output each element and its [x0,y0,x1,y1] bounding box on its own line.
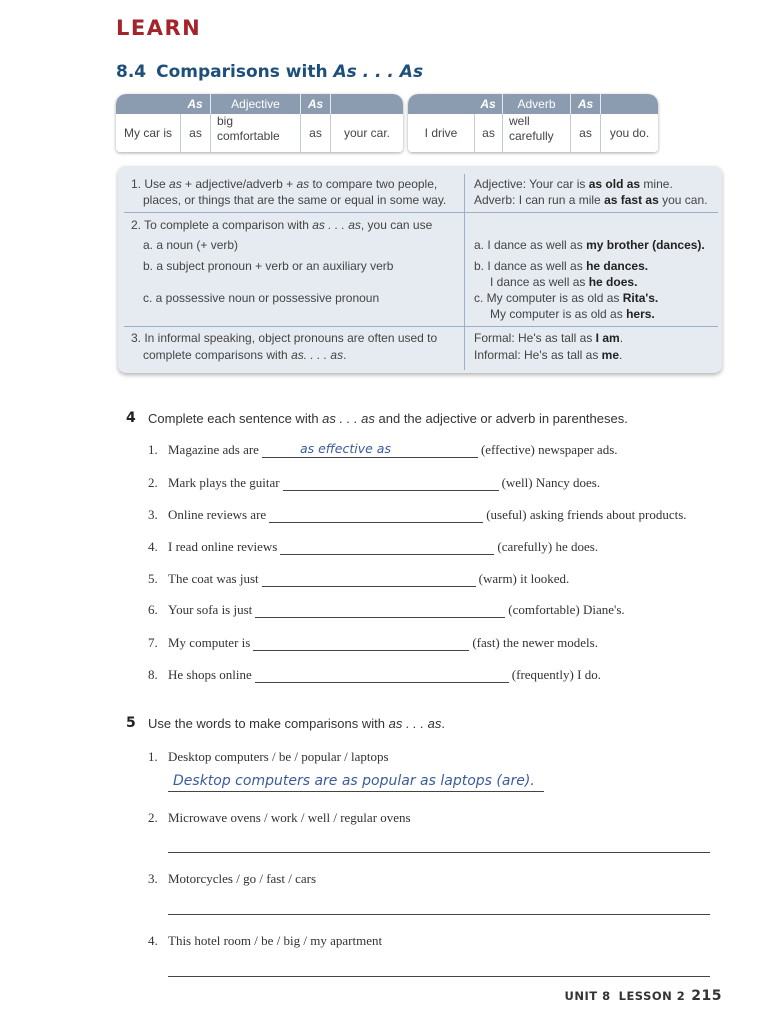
exercise-5-instructions: Use the words to make comparisons with as . . . as. [148,716,445,731]
answer-line[interactable] [168,976,710,977]
cell-subject: I drive [424,125,458,140]
rule-2-option-a: a. a noun (+ verb) [143,238,239,252]
cell-adjectives [210,114,300,152]
exercise-4-instructions: Complete each sentence with as . . . as and the adjective or adverb in parentheses. [148,411,628,426]
cell-adjective: comfortable [217,129,280,143]
exercise-4-item-7: 7. My computer is (fast) the newer models. [148,635,598,650]
footer-lesson: LESSON 2 [618,989,686,1003]
cell-adverb: carefully [509,129,554,143]
rule-2-line-1: 2. To complete a comparison with as . . . as, you can use [131,218,433,232]
header-adjective: Adjective [210,94,300,114]
exercise-5-number: 5 [126,715,136,731]
page-number: 215 [691,988,722,1004]
section-title-italic: As . . . As [333,62,424,82]
header-as: As [570,94,600,114]
footer-unit: UNIT 8 [564,989,611,1003]
rule-1-example-1: Adjective: Your car is as old as mine. [474,177,673,191]
grammar-rules-box [118,166,722,373]
learn-heading: LEARN [116,16,202,40]
rule-2-option-b: b. a subject pronoun + verb or an auxiliary verb [143,259,394,273]
header-blank [600,94,658,114]
rule-2-example-b1: b. I dance as well as he dances. [474,259,649,273]
column-divider [464,174,465,370]
rule-2-example-c2: My computer is as old as hers. [490,307,655,321]
example-table-body [116,114,403,152]
page-footer [565,988,722,1004]
exercise-4-item-6: 6. Your sofa is just (comfortable) Diane's. [148,602,625,617]
header-as: As [480,97,496,111]
answer-blank[interactable] [255,668,509,683]
answer-blank[interactable] [280,540,494,555]
rule-2-example-a: a. I dance as well as my brother (dances). [474,238,705,252]
exercise-4-item-5: 5. The coat was just (warm) it looked. [148,571,570,586]
cell-as: as [300,114,330,152]
example-table-adverb [408,94,658,152]
rule-1-line-1: 1. Use as + adjective/adverb + as to compare two people, [131,177,438,191]
cell-adverb: well [509,114,530,128]
example-table-header [408,94,658,114]
cell-subject: My car is [124,125,172,140]
rule-1-example-2: Adverb: I can run a mile as fast as you can. [474,193,708,207]
answer-blank[interactable] [253,636,469,651]
rule-2-example-c1: c. My computer is as old as Rita's. [474,291,659,305]
exercise-5-item-3-prompt: 3. Motorcycles / go / fast / cars [148,871,317,886]
example-table-body [408,114,658,152]
section-title-text: Comparisons with [156,62,334,82]
row-divider [124,212,718,213]
rule-2-example-b2: I dance as well as he does. [490,275,638,289]
answer-blank[interactable] [283,476,499,491]
handwritten-answer: as effective as [299,441,391,456]
answer-blank[interactable] [255,603,505,618]
answer-line[interactable] [168,791,544,792]
cell-as: as [570,114,600,152]
exercise-4-item-2: 2. Mark plays the guitar (well) Nancy does. [148,475,601,490]
answer-line[interactable] [168,914,710,915]
row-divider [124,326,718,327]
section-title [116,62,423,82]
header-adverb: Adverb [502,94,570,114]
exercise-4-number: 4 [126,410,136,426]
cell-adjective: big [217,114,234,128]
answer-blank[interactable] [262,443,478,458]
header-blank [330,94,403,114]
exercise-4-item-8: 8. He shops online (frequently) I do. [148,667,601,682]
example-table-header [116,94,403,114]
rule-2-option-c: c. a possessive noun or possessive pronoun [143,291,380,305]
answer-blank[interactable] [269,508,483,523]
header-as: As [187,97,203,111]
answer-blank[interactable] [262,572,476,587]
cell-as: as [180,114,210,152]
rule-1-line-2: places, or things that are the same or equal in some way. [143,193,447,207]
exercise-4-item-4: 4. I read online reviews (carefully) he does. [148,539,599,554]
rule-3-example-informal: Informal: He's as tall as me. [474,348,623,362]
rule-3-line-1: 3. In informal speaking, object pronouns are often used to [131,331,438,345]
header-as: As [300,94,330,114]
exercise-5-item-4-prompt: 4. This hotel room / be / big / my apartment [148,933,383,948]
exercise-4-item-3: 3. Online reviews are (useful) asking friends about products. [148,507,687,522]
answer-line[interactable] [168,852,710,853]
rule-3-example-formal: Formal: He's as tall as I am. [474,331,624,345]
cell-object: you do. [600,114,658,152]
exercise-5-item-1-prompt: 1. Desktop computers / be / popular / laptops [148,749,389,764]
handwritten-answer: Desktop computers are as popular as laptops (are). [173,773,535,789]
section-number: 8.4 [116,62,147,82]
exercise-5-item-2-prompt: 2. Microwave ovens / work / well / regular ovens [148,810,411,825]
cell-adverbs [502,114,570,152]
rule-3-line-2: complete comparisons with as. . . . as. [143,348,347,362]
example-table-adjective [116,94,403,152]
cell-as: as [474,114,502,152]
exercise-4-item-1: 1. Magazine ads are as effective as (effective) newspaper ads. [148,441,618,457]
cell-object: your car. [330,114,403,152]
